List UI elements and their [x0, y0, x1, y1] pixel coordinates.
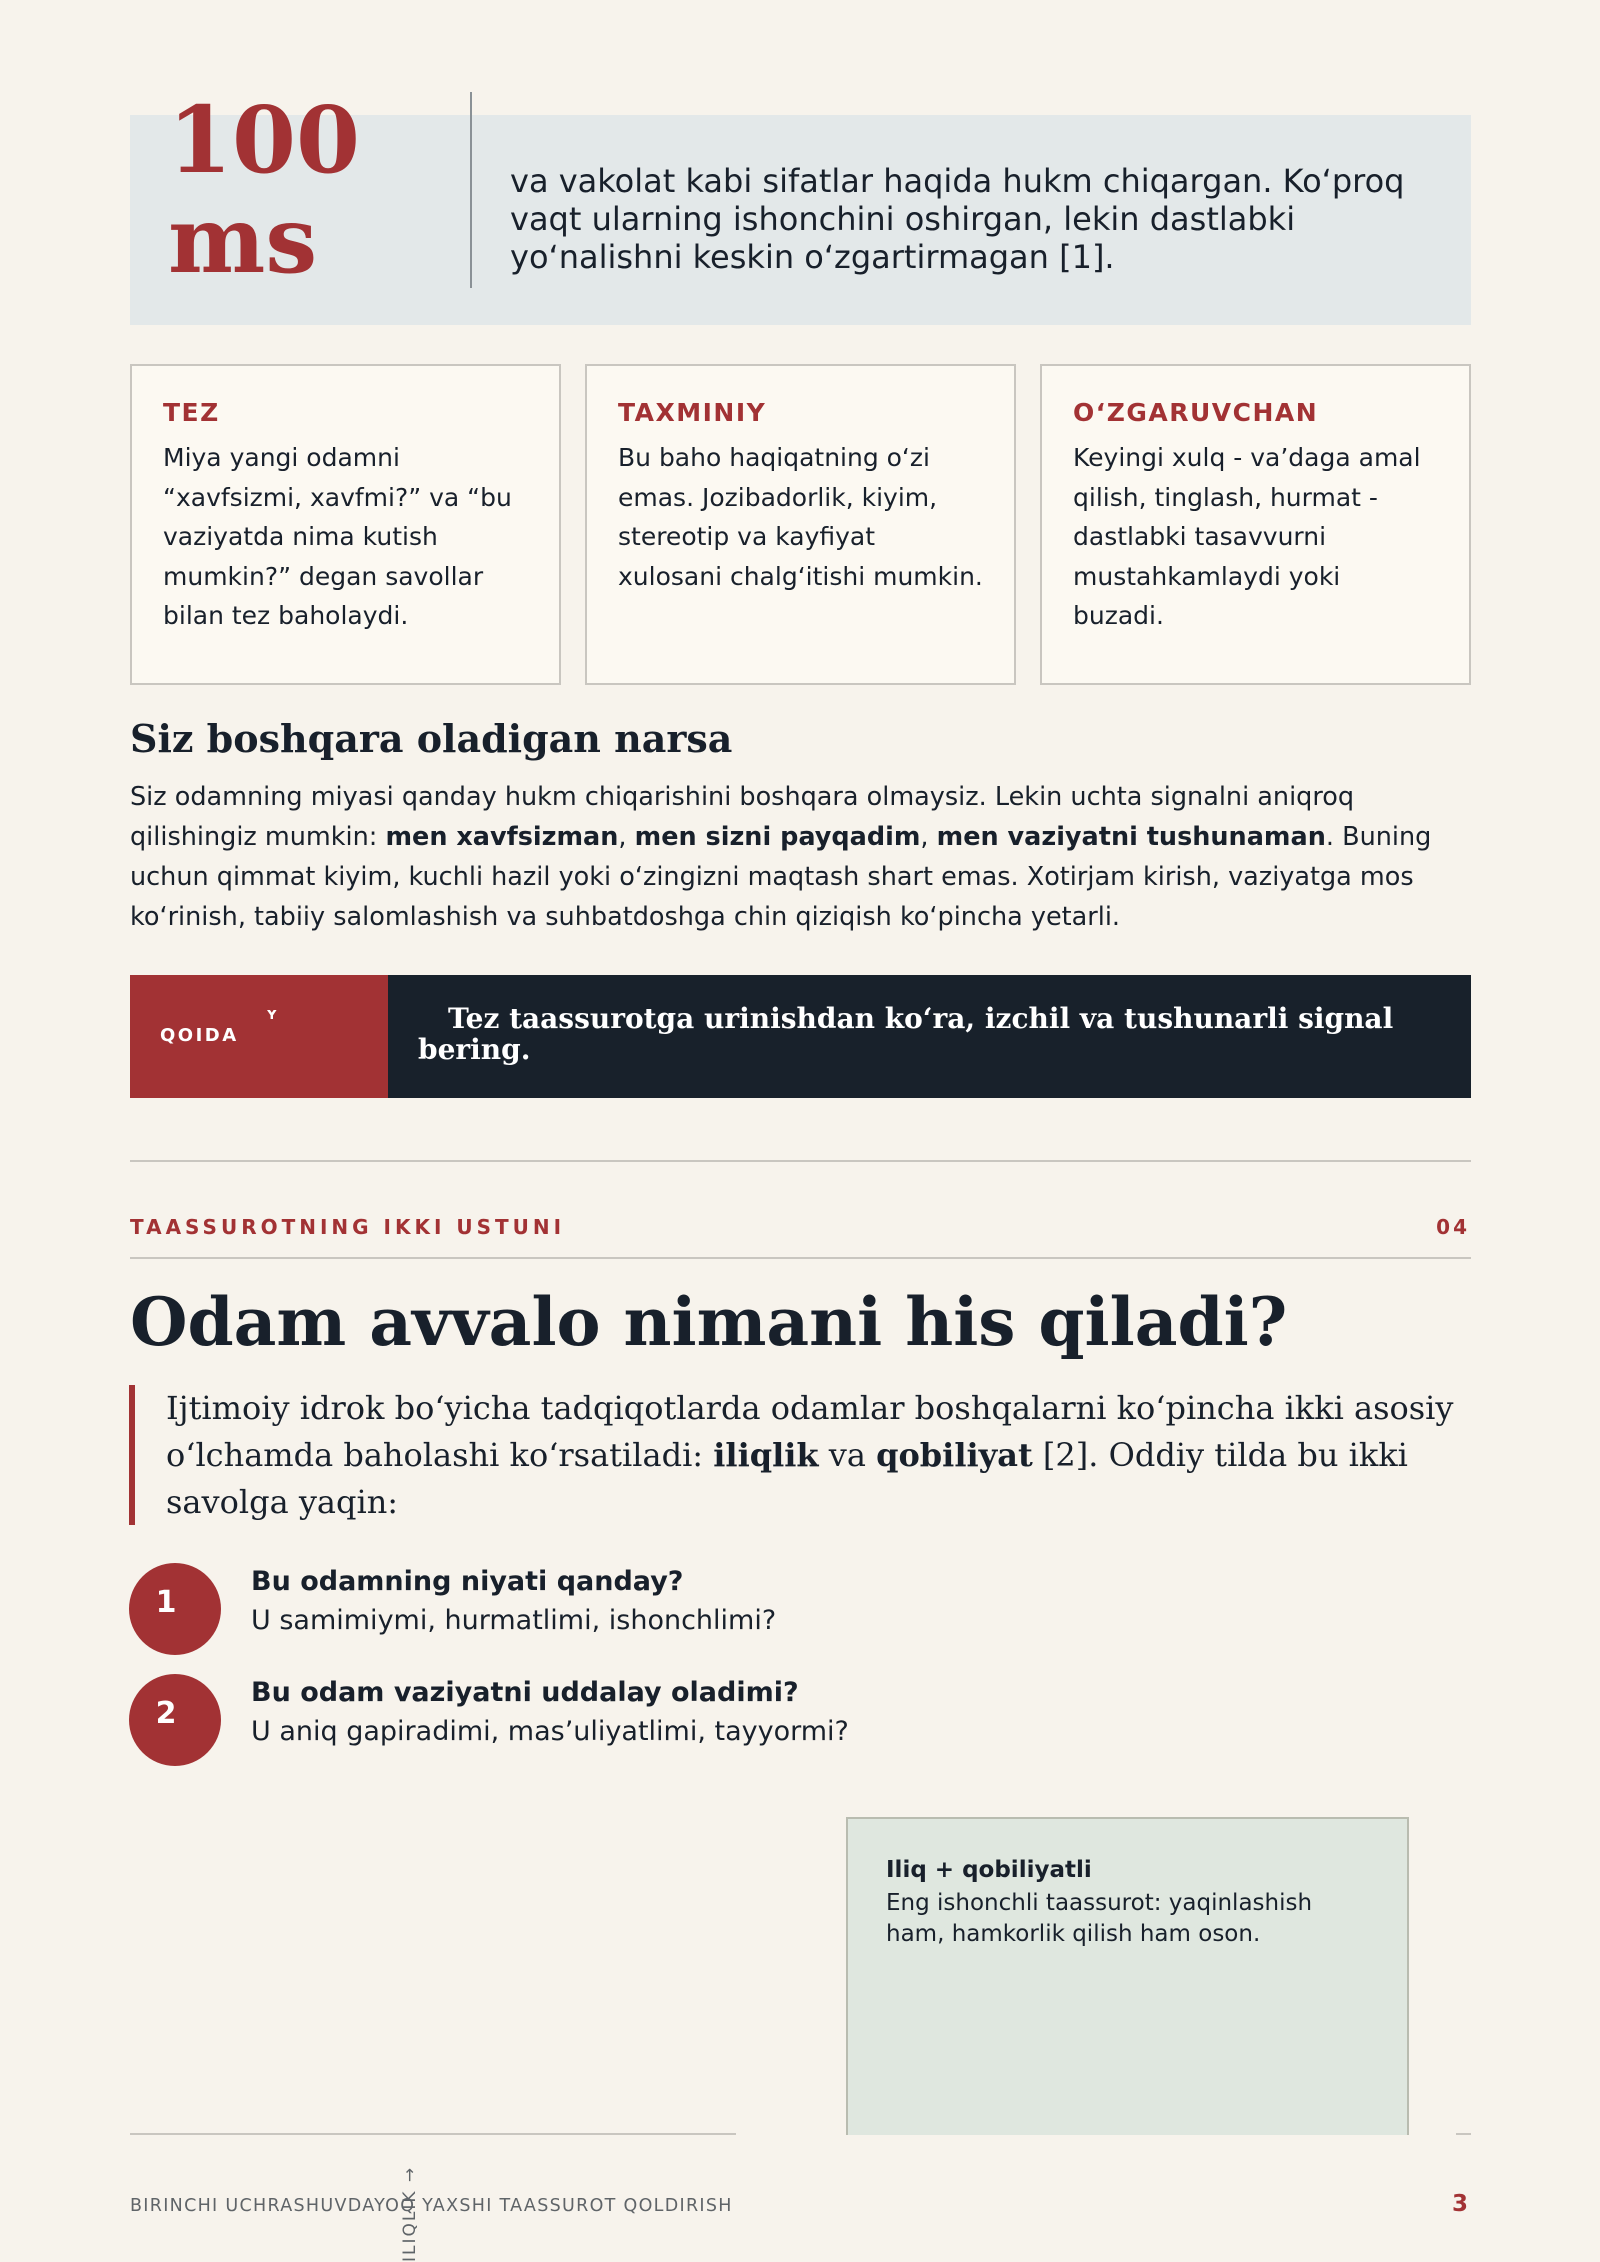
lead-quote [166, 1385, 1466, 1526]
body-paragraph [130, 777, 1475, 937]
kicker-divider [130, 1257, 1471, 1259]
rule-text: Tez taassurotga urinishdan ko‘ra, izchil va tushunarli signal bering. [418, 1002, 1394, 1066]
section-number: 04 [1436, 1215, 1470, 1239]
axis-label-warmth: ILIQLIK → [400, 2165, 420, 2262]
quote-text: va [818, 1436, 877, 1474]
quote-text-end: [2]. Oddiy tilda bu ikki savolga yaqin: [166, 1436, 1408, 1521]
quadrant-title: Iliq + qobiliyatli [886, 1857, 1092, 1883]
stat-divider [470, 92, 472, 288]
question-number-badge: 1 [129, 1563, 221, 1655]
rule-mark: ʏ [266, 1004, 278, 1023]
card-text: Keyingi xulq - va’daga amal qilish, tinglash, hurmat - dastlabki tasavvurni mustahkamlaydi yoki buzadi. [1073, 443, 1421, 630]
footer-page-number: 3 [1451, 2191, 1468, 2217]
card-title: O‘ZGARUVCHAN [1073, 398, 1319, 427]
quote-text: Ijtimoiy idrok bo‘yicha tadqiqotlarda odamlar boshqalarni ko‘pincha ikki asosiy o‘lchamda baholashi ko‘rsatiladi: [166, 1389, 1454, 1474]
signal-safe: men xavfsizman [385, 822, 619, 852]
card-title: TAXMINIY [618, 398, 767, 427]
section-kicker: TAASSUROTNING IKKI USTUNI [130, 1215, 566, 1239]
stat-text: va vakolat kabi sifatlar haqida hukm chiqargan. Ko‘proq vaqt ularning ishonchini oshirgan, lekin dastlabki yo‘nalishni keskin o‘zgartirmagan [1]. [510, 162, 1405, 276]
signal-understand: men vaziyatni tushunaman [936, 822, 1326, 852]
page-title: Odam avvalo nimani his qiladi? [130, 1283, 1288, 1361]
rule-label: QOIDA [160, 1025, 239, 1046]
question-subtitle: U aniq gapiradimi, mas’uliyatlimi, tayyormi? [251, 1716, 849, 1747]
footer-rule [130, 2133, 736, 2135]
signal-noticed: men sizni payqadim [634, 822, 921, 852]
card-text: Miya yangi odamni “xavfsizmi, xavfmi?” va “bu vaziyatda nima kutish mumkin?” degan savollar bilan tez baholaydi. [163, 443, 512, 630]
card-ozgaruvchan [1040, 364, 1471, 685]
question-title: Bu odam vaziyatni uddalay oladimi? [251, 1677, 799, 1708]
para-text-end: . Buning uchun qimmat kiyim, kuchli hazil yoki o‘zingizni maqtash shart emas. Xotirjam kirish, vaziyatga mos ko‘rinish, tabiiy salomlashish va suhbatdoshga chin qiziqish ko‘pincha yetarli. [130, 822, 1432, 932]
question-number-badge: 2 [129, 1674, 221, 1766]
para-text: Siz odamning miyasi qanday hukm chiqarishini boshqara olmaysiz. Lekin uchta signalni aniqroq qilishingiz mumkin: [130, 782, 1355, 852]
separator: , [920, 822, 937, 852]
separator: , [618, 822, 635, 852]
card-tez [130, 364, 561, 685]
stat-number [168, 86, 468, 294]
quote-bold-competence: qobiliyat [876, 1436, 1033, 1474]
stat-unit: ms [168, 186, 318, 294]
stat-value: 100 [168, 86, 361, 194]
card-taxminiy [585, 364, 1016, 685]
quote-bar [129, 1385, 135, 1525]
quote-bold-warmth: iliqlik [713, 1436, 819, 1474]
quadrant-text: Eng ishonchli taassurot: yaqinlashish ham, hamkorlik qilish ham oson. [886, 1890, 1313, 1947]
card-title: TEZ [163, 398, 220, 427]
question-title: Bu odamning niyati qanday? [251, 1566, 684, 1597]
footer-rule-right [1456, 2133, 1471, 2135]
footer-title: BIRINCHI UCHRASHUVDAYOQ YAXSHI TAASSUROT QOLDIRISH [130, 2196, 733, 2216]
section-heading: Siz boshqara oladigan narsa [130, 716, 733, 761]
section-divider [130, 1160, 1471, 1162]
card-text: Bu baho haqiqatning o‘zi emas. Jozibadorlik, kiyim, stereotip va kayfiyat xulosani chalg‘itishi mumkin. [618, 443, 983, 591]
question-subtitle: U samimiymi, hurmatlimi, ishonchlimi? [251, 1605, 777, 1636]
